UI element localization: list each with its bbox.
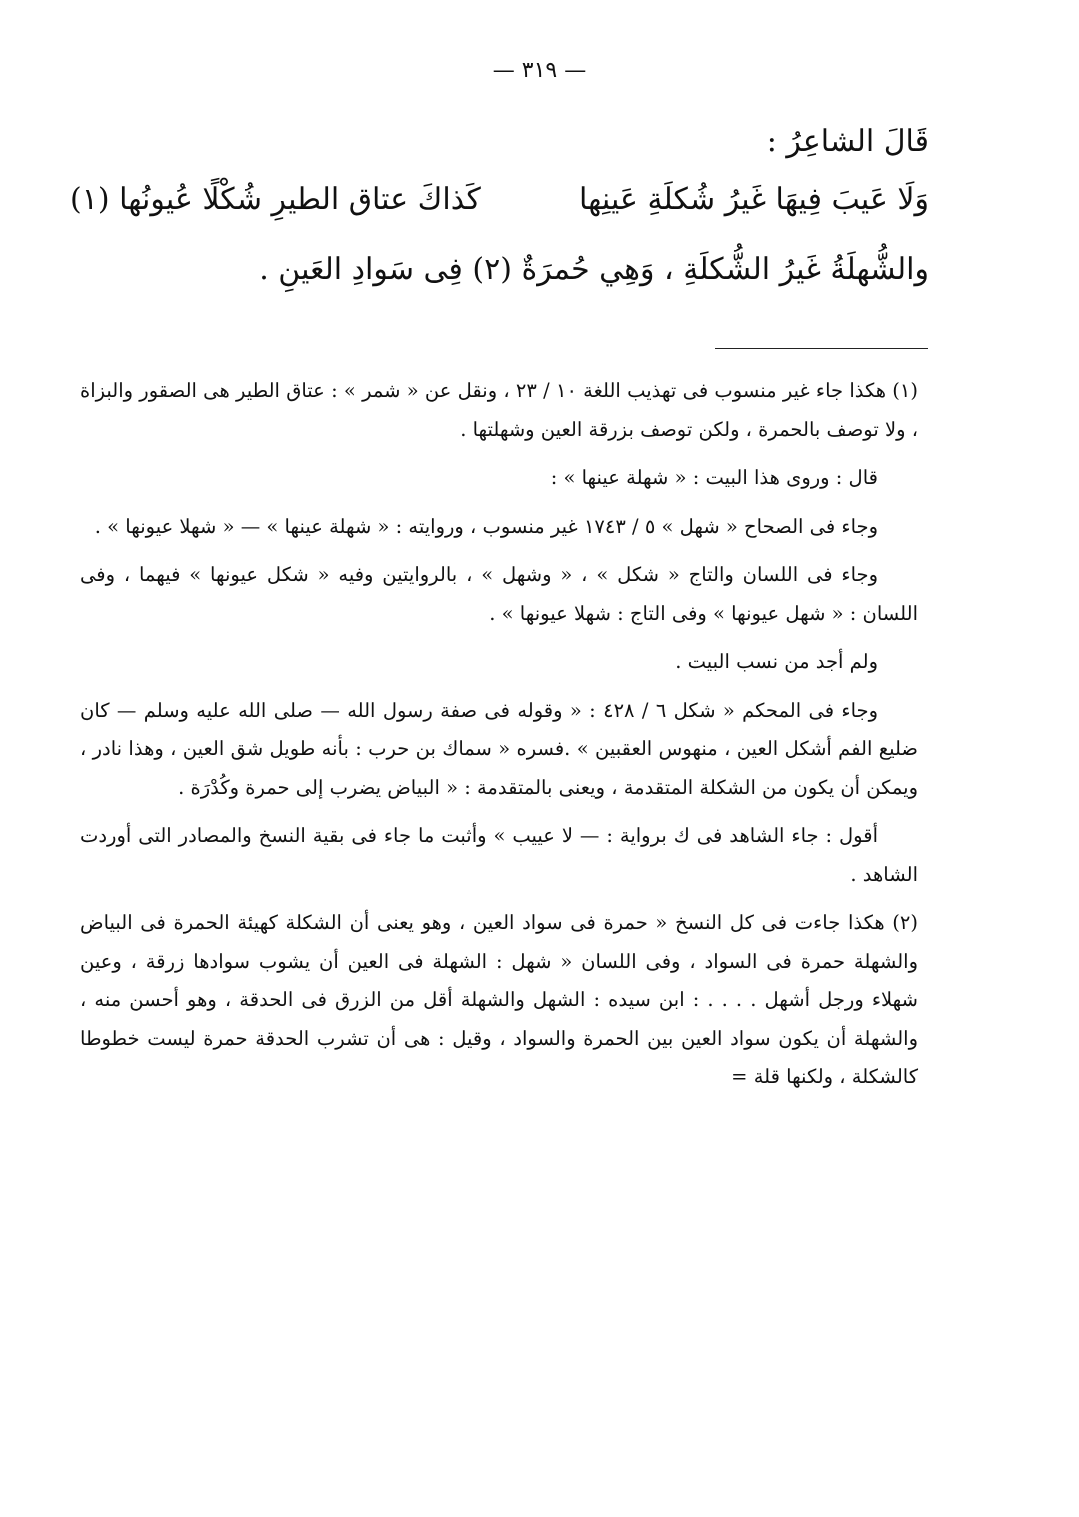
footnote-paragraph: (١) هكذا جاء غير منسوب فى تهذيب اللغة ١٠ / ٢٣ ، ونقل عن « شمر » : عتاق الطير هى الصقور والبزاة ، ولا توصف بالحمرة ، ولكن توصف بزرقة العين وشهلتها .	[80, 379, 919, 441]
footnote-paragraph: وجاء فى الصحاح « شهل » ٥ / ١٧٤٣ غير منسوب ، وروايته : « شهلة عينها » — « شهلا عيونها » .	[94, 514, 878, 538]
page-number: — ٣١٩ —	[492, 58, 587, 83]
footnote-paragraph: قال : وروى هذا البيت : « شهلة عينها » :	[550, 466, 878, 489]
footnotes	[80, 372, 918, 1107]
main-text	[70, 120, 929, 292]
verse-hemistich-second: كَذاكَ عتاق الطيرِ شُكْلًا عُيونُها (١)	[70, 182, 481, 217]
footnote-separator	[715, 348, 928, 349]
prose-line: والشُّهلَةُ غَيرُ الشُّكلَةِ ، وَهِي حُمرَةٌ (٢) فِى سَوادِ العَينِ .	[259, 252, 929, 287]
poet-intro: قَالَ الشاعِرُ :	[766, 124, 929, 159]
footnote-paragraph: ولم أجد من نسب البيت .	[675, 650, 878, 673]
poetry-verse	[70, 178, 929, 222]
verse-hemistich-first: وَلَا عَيبَ فِيهَا غَيرُ شُكلَةِ عَينِها	[578, 182, 929, 217]
footnote-paragraph: وجاء فى المحكم « شكل ٦ / ٤٢٨ : « وقوله فى صفة رسول الله — صلى الله عليه وسلم — كان ضليع الفم أشكل العين ، منهوس العقبين » .فسره « سماك بن حرب : بأنه طويل شق العين ، وهذا نادر ، ويمكن أن يكون من الشكلة المتقدمة ، ويعنى بالمتقدمة : « البياض يضرب إلى حمرة وكُدْرَة .	[80, 698, 918, 799]
footnote-paragraph: (٢) هكذا جاءت فى كل النسخ « حمرة فى سواد العين ، وهو يعنى أن الشكلة كهيئة الحمرة فى البياض والشهلة حمرة فى السواد ، وفى اللسان « شهل : الشهلة فى العين أن يشوب سوادها زرقة ، وعين شهلاء ورجل أشهل . . . . : ابن سيده : الشهل والشهلة أقل من الزرق فى الحدقة ، وهو أحسن منه ، والشهلة أن يكون سواد العين بين الحمرة والسواد ، وقيل : هى أن تشرب الحدقة حمرة ليست خطوطا كالشكلة ، ولكنها قلة =	[80, 911, 918, 1088]
footnote-paragraph: أقول : جاء الشاهد فى ك برواية : — لا عييب » وأثبت ما جاء فى بقية النسخ والمصادر التى أوردت الشاهد .	[80, 824, 918, 886]
footnote-paragraph: وجاء فى اللسان والتاج « شكل » ، « وشهل » ، بالروايتين وفيه « شكل عيونها » فيهما ، وفى اللسان : « شهل عيونها » وفى التاج : شهلا عيونها » .	[80, 563, 918, 625]
